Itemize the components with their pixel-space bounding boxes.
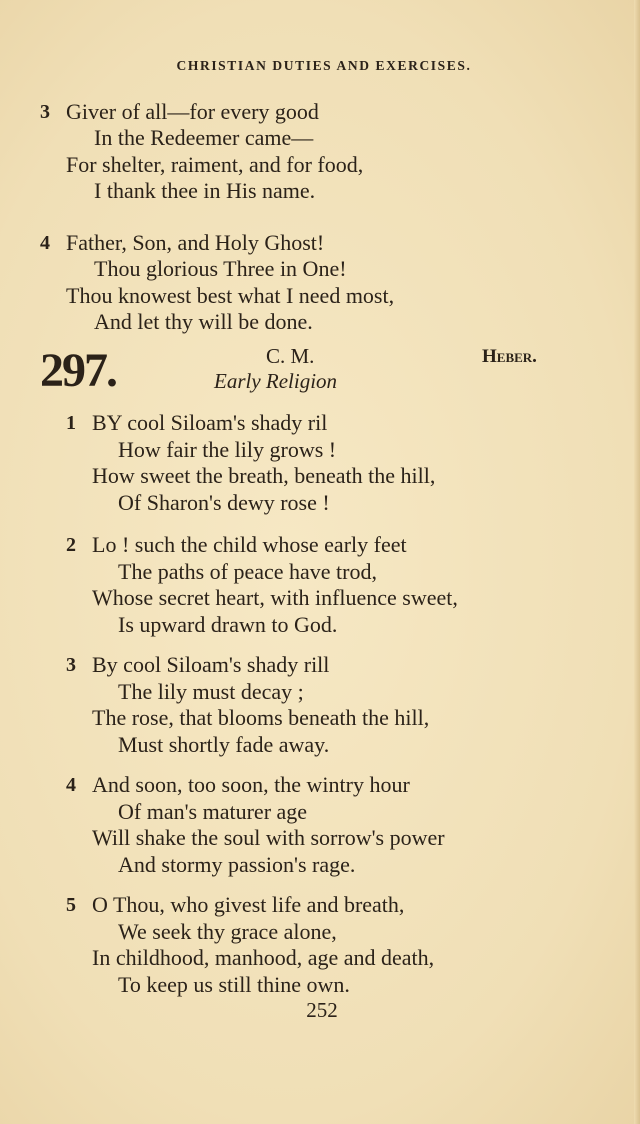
verse-line: The paths of peace have trod, xyxy=(118,558,377,584)
verse-line: How sweet the breath, beneath the hill, xyxy=(92,463,436,489)
verse-line: In childhood, manhood, age and death, xyxy=(92,945,435,971)
verse-line: And let thy will be done. xyxy=(94,308,313,334)
verse-line: Giver of all—for every good xyxy=(66,99,319,124)
verse-line: We seek thy grace alone, xyxy=(118,918,337,944)
verse-number: 4 xyxy=(66,774,76,796)
verse-line: BY cool Siloam's shady ril xyxy=(92,410,328,435)
verse-number: 4 xyxy=(40,232,50,254)
running-header: CHRISTIAN DUTIES AND EXERCISES. xyxy=(176,58,472,73)
verse-line: To keep us still thine own. xyxy=(118,971,350,997)
verse-number: 3 xyxy=(40,101,50,123)
verse-line: Thou glorious Three in One! xyxy=(94,256,347,282)
verse-line: In the Redeemer came— xyxy=(94,125,314,151)
verse-line: The rose, that blooms beneath the hill, xyxy=(92,705,430,731)
page-edge xyxy=(634,0,640,1124)
hymn-meter: C. M. xyxy=(266,344,315,368)
verse-line: Whose secret heart, with influence sweet, xyxy=(92,585,458,611)
verse-line: For shelter, raiment, and for food, xyxy=(66,151,364,177)
verse-line: Father, Son, and Holy Ghost! xyxy=(66,230,325,255)
hymn-title: Early Religion xyxy=(214,369,338,393)
verse-line: Lo ! such the child whose early feet xyxy=(92,532,407,557)
verse-line: Of Sharon's dewy rose ! xyxy=(118,489,330,515)
verse-line: Of man's maturer age xyxy=(118,798,308,824)
verse-line: And soon, too soon, the wintry hour xyxy=(92,772,410,797)
verse-line: Is upward drawn to God. xyxy=(118,611,338,637)
verse-line: O Thou, who givest life and breath, xyxy=(92,892,405,917)
verse-number: 1 xyxy=(66,412,76,434)
verse-line: How fair the lily grows ! xyxy=(118,436,337,462)
verse-number: 3 xyxy=(66,654,76,676)
hymn-number: 297. xyxy=(40,344,116,397)
verse-line: The lily must decay ; xyxy=(118,678,304,704)
verse-line: And stormy passion's rage. xyxy=(118,851,356,877)
verse-number: 5 xyxy=(66,894,76,916)
page-number: 252 xyxy=(306,998,338,1022)
verse-line: I thank thee in His name. xyxy=(94,177,316,203)
verse-line: By cool Siloam's shady rill xyxy=(92,652,330,677)
verse-line: Thou knowest best what I need most, xyxy=(66,282,395,308)
verse-line: Will shake the soul with sorrow's power xyxy=(92,825,445,851)
verse-line: Must shortly fade away. xyxy=(118,731,330,757)
hymn-author: Heber. xyxy=(482,346,537,367)
verse-number: 2 xyxy=(66,534,76,556)
